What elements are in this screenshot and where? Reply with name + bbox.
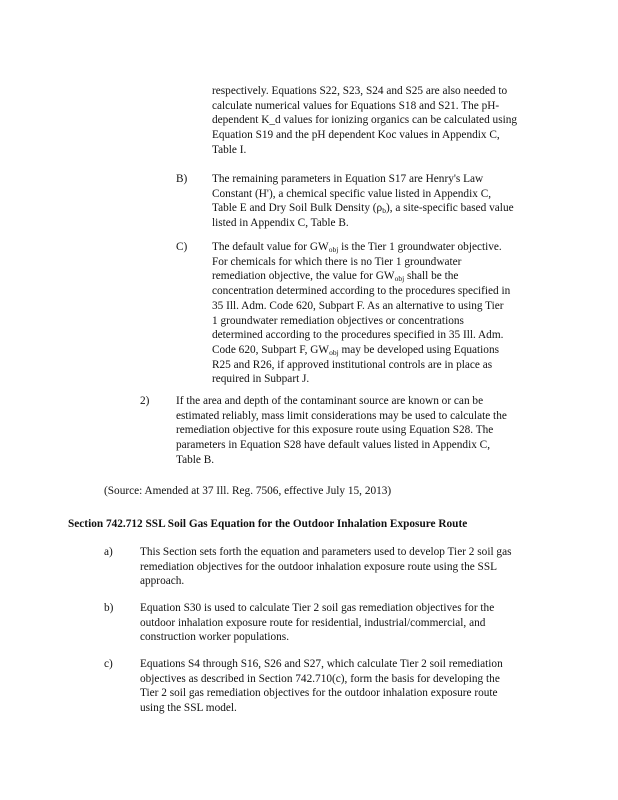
paragraph-line: R25 and R26, if approved institutional controls are in place as bbox=[212, 358, 493, 371]
item-C-text bbox=[212, 240, 510, 387]
source-note: (Source: Amended at 37 Ill. Reg. 7506, effective July 15, 2013) bbox=[104, 485, 392, 497]
paragraph-line: listed in Appendix C, Table B. bbox=[212, 217, 349, 230]
item-a-text bbox=[140, 545, 511, 589]
paragraph-line: 1 groundwater remediation objectives or concentrations bbox=[212, 314, 464, 327]
paragraph-line: respectively. Equations S22, S23, S24 and S25 are also needed to bbox=[212, 85, 508, 97]
paragraph-line bbox=[212, 201, 514, 216]
paragraph-line: Equation S30 is used to calculate Tier 2 soil gas remediation objectives for the bbox=[140, 602, 495, 614]
text-run: shall be the bbox=[404, 270, 459, 283]
subscript: obj bbox=[394, 274, 405, 284]
item-B-text bbox=[212, 172, 514, 231]
item-label-a: a) bbox=[104, 546, 113, 558]
subscript: b bbox=[382, 206, 386, 216]
paragraph-line: For chemicals for which there is no Tier 1 groundwater bbox=[212, 255, 462, 268]
paragraph-line: Table I. bbox=[212, 143, 247, 156]
text-run: is the Tier 1 groundwater objective. bbox=[338, 241, 502, 253]
subscript: obj bbox=[328, 245, 339, 254]
item-label-b: b) bbox=[104, 602, 114, 614]
section-heading: Section 742.712 SSL Soil Gas Equation for the Outdoor Inhalation Exposure Route bbox=[68, 518, 468, 530]
item-label-B: B) bbox=[176, 173, 188, 185]
paragraph-line: remediation objectives for the outdoor inhalation exposure route using the SSL bbox=[140, 560, 498, 573]
text-run: Table E and Dry Soil Bulk Density (ρ bbox=[212, 202, 383, 215]
paragraph-line: Equation S19 and the pH dependent Koc values in Appendix C, bbox=[212, 129, 500, 142]
paragraph-line: Table B. bbox=[176, 453, 215, 466]
paragraph-line: 35 Ill. Adm. Code 620, Subpart F. As an alternative to using Tier bbox=[212, 299, 504, 312]
paragraph-line: required in Subpart J. bbox=[212, 373, 310, 386]
text-run: Code 620, Subpart F, GW bbox=[212, 343, 330, 356]
text-run: ), a site-specific based value bbox=[385, 202, 514, 215]
item-2-text bbox=[176, 394, 507, 468]
paragraph-line: The remaining parameters in Equation S17 are Henry's Law bbox=[212, 173, 484, 185]
paragraph-line bbox=[212, 269, 510, 284]
paragraph-line bbox=[212, 240, 510, 255]
paragraph-line: estimated reliably, mass limit considerations may be used to calculate the bbox=[176, 409, 507, 422]
paragraph-line: Equations S4 through S16, S26 and S27, which calculate Tier 2 soil remediation bbox=[140, 658, 503, 670]
paragraph-line: calculate numerical values for Equations S18 and S21. The pH- bbox=[212, 99, 500, 112]
paragraph-line: parameters in Equation S28 have default values listed in Appendix C, bbox=[176, 439, 491, 452]
paragraph-line: remediation objective for this exposure route using Equation S28. The bbox=[176, 424, 494, 437]
paragraph-line bbox=[212, 343, 510, 358]
paragraph-line: Constant (H'), a chemical specific value listed in Appendix C, bbox=[212, 187, 492, 200]
item-label-c: c) bbox=[104, 658, 113, 670]
paragraph-line: dependent K_d values for ionizing organics can be calculated using bbox=[212, 114, 518, 127]
subscript: obj bbox=[329, 347, 339, 357]
paragraph-line: using the SSL model. bbox=[140, 702, 237, 715]
paragraph-line: concentration determined according to the procedures specified in bbox=[212, 285, 511, 298]
paragraph-line: Tier 2 soil gas remediation objectives for the outdoor inhalation exposure route bbox=[140, 687, 498, 700]
paragraph-line: construction worker populations. bbox=[140, 631, 290, 644]
paragraph-line: approach. bbox=[140, 575, 185, 588]
text-run: remediation objective, the value for GW bbox=[212, 270, 395, 283]
text-run: The default value for GW bbox=[212, 241, 329, 253]
item-label-2: 2) bbox=[140, 395, 150, 407]
paragraph-line: determined according to the procedures specified in 35 Ill. Adm. bbox=[212, 329, 504, 342]
item-c-text bbox=[140, 657, 503, 716]
paragraph-line: If the area and depth of the contaminant source are known or can be bbox=[176, 395, 484, 407]
continuation-paragraph bbox=[212, 84, 517, 158]
text-run: may be developed using Equations bbox=[338, 343, 499, 356]
item-label-C: C) bbox=[176, 241, 188, 253]
paragraph-line: outdoor inhalation exposure route for residential, industrial/commercial, and bbox=[140, 616, 486, 629]
paragraph-line: This Section sets forth the equation and parameters used to develop Tier 2 soil gas bbox=[140, 546, 512, 558]
paragraph-line: objectives as described in Section 742.710(c), form the basis for developing the bbox=[140, 672, 500, 685]
item-b-text bbox=[140, 601, 494, 645]
